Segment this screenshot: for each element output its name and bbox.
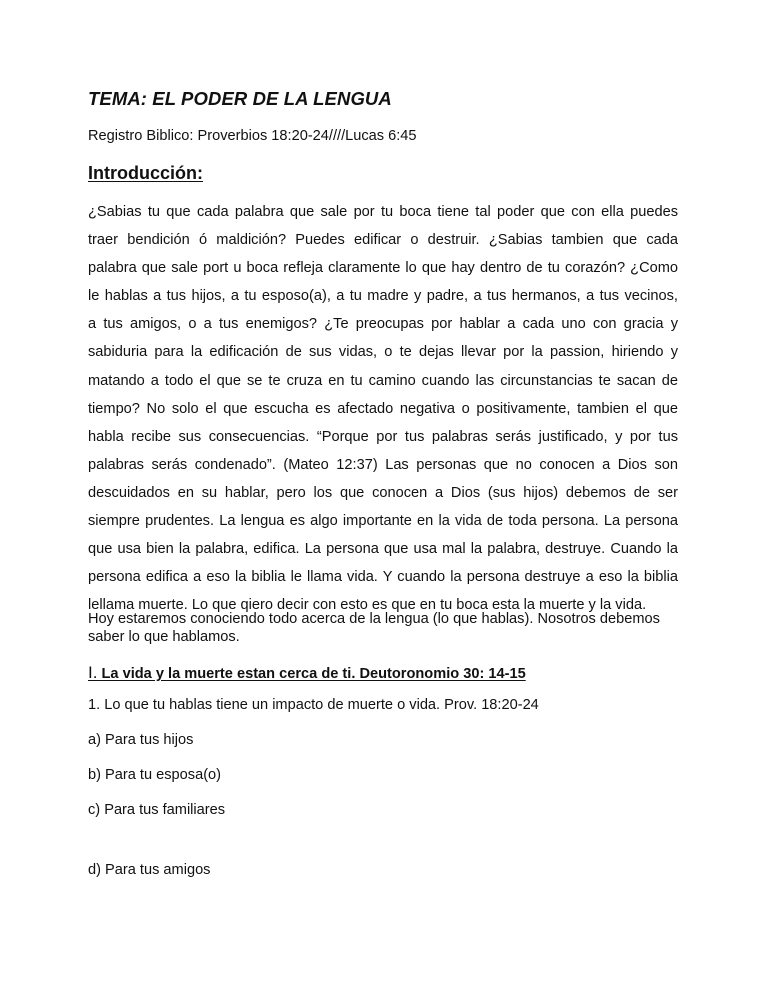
biblical-reference: Registro Biblico: Proverbios 18:20-24////Lucas 6:45 — [88, 128, 417, 144]
second-paragraph: Hoy estaremos conociendo todo acerca de la lengua (lo que hablas). Nosotros debemos saber lo que hablamos. — [88, 611, 660, 645]
paragraph-line: palabra que sale port u boca refleja claramente lo que hay dentro de tu corazón? ¿Como — [88, 260, 678, 277]
paragraph-line: descuidados en su hablar, pero los que conocen a Dios (sus hijos) debemos de ser — [88, 484, 678, 501]
section-numeral: I. — [88, 663, 98, 682]
paragraph-line: a tus amigos, o a tus enemigos? ¿Te preocupas por hablar a cada uno con gracia y — [88, 316, 678, 333]
section-one-heading — [88, 663, 526, 683]
paragraph-line: sabiduria para la edificación de sus vidas, o te dejas llevar por la passion, hiriendo y — [88, 344, 678, 361]
paragraph-line: ¿Sabias tu que cada palabra que sale por tu boca tiene tal poder que con ella puedes — [88, 204, 678, 220]
paragraph-line: habla recibe sus consecuencias. “Porque por tus palabras serás justificado, y por tus — [88, 428, 678, 445]
paragraph-line: palabras serás condenado”. (Mateo 12:37) Las personas que no conocen a Dios son — [88, 456, 678, 473]
paragraph-line: que usa bien la palabra, edifica. La persona que usa mal la palabra, destruye. Cuando la — [88, 541, 678, 558]
paragraph-line: matando a todo el que se te cruza en tu camino cuando las circunstancias te sacan de — [88, 372, 678, 389]
sub-item-d: d) Para tus amigos — [88, 862, 211, 878]
sub-item-b: b) Para tu esposa(o) — [88, 767, 222, 783]
sub-item-c: c) Para tus familiares — [88, 802, 226, 818]
introduction-paragraph — [88, 202, 678, 623]
section-heading-text: La vida y la muerte estan cerca de ti. Deutoronomio 30: 14-15 — [97, 666, 526, 682]
paragraph-line: siempre prudentes. La lengua es algo importante en la vida de toda persona. La persona — [88, 513, 678, 530]
introduction-heading: Introducción: — [88, 163, 203, 183]
paragraph-line: persona edifica a eso la biblia le llama vida. Y cuando la persona destruye a eso la biblia — [88, 569, 678, 586]
document-title: TEMA: EL PODER DE LA LENGUA — [88, 88, 392, 109]
point-one: 1. Lo que tu hablas tiene un impacto de muerte o vida. Prov. 18:20-24 — [88, 697, 539, 713]
paragraph-line: lellama muerte. Lo que qiero decir con esto es que en tu boca esta la muerte y la vida. — [88, 597, 647, 614]
paragraph-line: tiempo? No solo el que escucha es afectado negativa o positivamente, tambien el que — [88, 400, 678, 417]
sub-item-a: a) Para tus hijos — [88, 732, 194, 748]
paragraph-line: traer bendición ó maldición? Puedes edificar o destruir. ¿Sabias tambien que cada — [88, 232, 678, 249]
paragraph-line: le hablas a tus hijos, a tu esposo(a), a tu madre y padre, a tus hermanos, a tus vecinos, — [88, 288, 678, 305]
